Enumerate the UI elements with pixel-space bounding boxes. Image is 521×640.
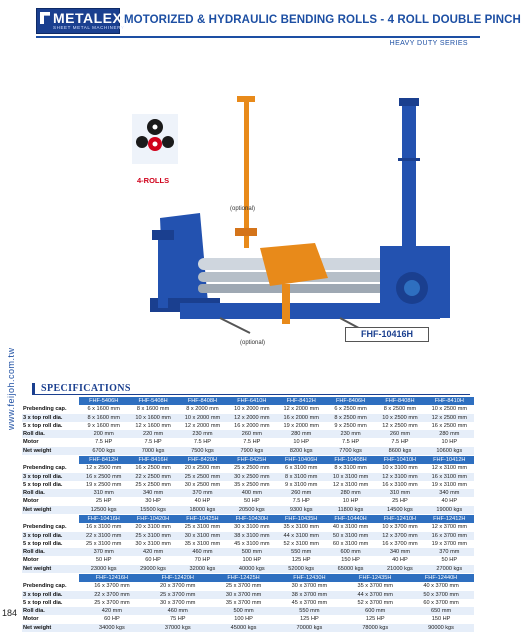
spec-cell: 12 x 3100 mm: [375, 473, 424, 481]
spec-cell: 100 HP: [234, 616, 253, 623]
spec-row-label: Roll dia.: [22, 548, 79, 556]
spec-cell: 7000 kgs: [128, 447, 177, 455]
spec-row-label: Prebending cap.: [23, 465, 67, 472]
spec-cell: 7.5 HP: [193, 439, 211, 446]
spec-row: [22, 414, 474, 422]
spec-cell: 30 x 3700 mm: [211, 591, 277, 599]
four-roll-diagram-icon: [132, 114, 178, 164]
spec-model-header: FHF-10420H: [128, 515, 177, 523]
spec-cell: 30 x 2500 mm: [227, 473, 276, 481]
spec-cell: 8 x 1600 mm: [79, 414, 128, 422]
specifications-title: SPECIFICATIONS: [32, 383, 131, 394]
spec-model-header: FHF-8406H: [326, 397, 375, 405]
spec-cell: 10 x 1600 mm: [128, 414, 177, 422]
spec-cell: 650 mm: [408, 607, 474, 615]
spec-cell: 420 mm: [79, 607, 145, 615]
spec-model-header: FHF-12425H: [211, 574, 277, 582]
spec-cell: 200 mm: [79, 430, 128, 438]
spec-header-blank: [22, 515, 79, 523]
spec-cell: 60 HP: [145, 557, 161, 564]
spec-cell: 25 x 3100 mm: [128, 532, 177, 540]
spec-model-header: FHF-12420H: [145, 574, 211, 582]
spec-cell: 20500 kgs: [227, 506, 276, 514]
spec-cell: 16 x 2500 mm: [135, 465, 171, 472]
spec-cell: 30 x 3100 mm: [135, 540, 171, 547]
spec-cell: 35 x 3100 mm: [184, 540, 221, 547]
spec-cell: 460 mm: [178, 548, 227, 556]
spec-cell: 370 mm: [425, 548, 474, 556]
spec-cell: 16 x 2000 mm: [277, 414, 326, 422]
spec-cell: 370 mm: [178, 489, 227, 497]
spec-header-row: [22, 515, 474, 523]
spec-cell: 340 mm: [128, 489, 177, 497]
spec-row: [22, 532, 474, 540]
spec-cell: 16 x 3100 mm: [382, 481, 418, 488]
logo-text: METALEX: [53, 10, 123, 26]
spec-row: [22, 506, 474, 514]
spec-cell: 230 mm: [178, 430, 227, 438]
spec-row-label: 3 x top roll dia.: [22, 473, 79, 481]
spec-cell: 500 mm: [227, 548, 276, 556]
spec-row-label: 5 x top roll dia.: [23, 599, 63, 606]
spec-cell: 18000 kgs: [178, 506, 227, 514]
spec-cell: 8 x 2500 mm: [326, 414, 375, 422]
spec-cell: 30 x 3100 mm: [234, 524, 270, 531]
spec-cell: 45 x 3700 mm: [291, 599, 328, 606]
spec-cell: 400 mm: [227, 489, 276, 497]
spec-cell: 6 x 1600 mm: [87, 406, 120, 413]
spec-cell: 52 x 3700 mm: [357, 599, 393, 606]
spec-model-header: FHF-8416H: [128, 456, 177, 464]
metalex-logo: [36, 8, 125, 34]
spec-cell: 7.5 HP: [292, 498, 310, 505]
specifications-divider: [32, 394, 470, 395]
spec-row-label: Motor: [23, 439, 39, 446]
spec-header-blank: [22, 574, 79, 582]
spec-cell: 21000 kgs: [375, 565, 424, 573]
spec-cell: 45000 kgs: [211, 624, 277, 632]
spec-cell: 12500 kgs: [79, 506, 128, 514]
spec-cell: 27000 kgs: [425, 565, 474, 573]
spec-cell: 12 x 2500 mm: [425, 414, 474, 422]
spec-model-header: FHF-10406H: [277, 456, 326, 464]
spec-row-label: Net weight: [22, 565, 79, 573]
spec-table: [22, 397, 474, 455]
spec-row-label: 3 x top roll dia.: [22, 532, 79, 540]
spec-cell: 12 x 1600 mm: [135, 422, 171, 429]
spec-model-header: FHF-10435H: [277, 515, 326, 523]
spec-cell: 60 x 3700 mm: [423, 599, 459, 606]
spec-cell: 52 x 3100 mm: [283, 540, 319, 547]
spec-row-label: Net weight: [22, 506, 79, 514]
spec-cell: 600 mm: [326, 548, 375, 556]
spec-cell: 12 x 2000 mm: [227, 414, 276, 422]
spec-cell: 19 x 3100 mm: [431, 481, 468, 488]
spec-row: [22, 548, 474, 556]
spec-cell: 32000 kgs: [178, 565, 227, 573]
spec-row-label: 5 x top roll dia.: [23, 540, 63, 547]
spec-cell: 29000 kgs: [128, 565, 177, 573]
spec-cell: 9 x 2500 mm: [334, 422, 367, 429]
spec-cell: 150 HP: [341, 557, 360, 564]
spec-model-header: FHF-6410H: [227, 397, 276, 405]
spec-cell: 44 x 3100 mm: [277, 532, 326, 540]
spec-model-header: FHF-12412H: [425, 515, 474, 523]
spec-cell: 70000 kgs: [276, 624, 342, 632]
spec-cell: 30 x 3700 mm: [291, 583, 328, 590]
spec-cell: 37000 kgs: [145, 624, 211, 632]
spec-cell: 22 x 2500 mm: [128, 473, 177, 481]
spec-row-label: Roll dia.: [22, 607, 79, 615]
spec-cell: 78000 kgs: [342, 624, 408, 632]
spec-cell: 25 x 3700 mm: [225, 583, 262, 590]
spec-model-header: FHF-10412H: [425, 456, 474, 464]
spec-cell: 12 x 2500 mm: [85, 465, 122, 472]
spec-cell: 34000 kgs: [79, 624, 145, 632]
spec-cell: 35 x 2500 mm: [234, 481, 270, 488]
spec-table: [22, 456, 474, 514]
spec-cell: 10 x 2000 mm: [234, 406, 270, 413]
spec-cell: 10 x 3100 mm: [326, 473, 375, 481]
spec-cell: 16 x 3700 mm: [382, 540, 418, 547]
spec-cell: 19 x 2000 mm: [283, 422, 319, 429]
spec-cell: 25 x 2500 mm: [178, 473, 227, 481]
spec-cell: 50 HP: [244, 498, 260, 505]
spec-cell: 35 x 3700 mm: [357, 583, 393, 590]
spec-cell: 8 x 1600 mm: [136, 406, 170, 413]
spec-cell: 19 x 3700 mm: [431, 540, 468, 547]
spec-row-label: 3 x top roll dia.: [22, 414, 79, 422]
spec-cell: 150 HP: [431, 616, 451, 623]
spec-cell: 35 x 3100 mm: [283, 524, 319, 531]
spec-cell: 11800 kgs: [326, 506, 375, 514]
spec-row: [22, 556, 474, 564]
spec-model-header: FHF-12416H: [79, 574, 145, 582]
page-number: 184: [2, 608, 18, 618]
spec-header-row: [22, 574, 474, 582]
spec-cell: 260 mm: [227, 430, 276, 438]
spec-cell: 70 HP: [194, 557, 211, 564]
spec-row: [22, 489, 474, 497]
spec-row: [22, 599, 474, 607]
spec-model-header: FHF-10440H: [326, 515, 375, 523]
spec-cell: 230 mm: [326, 430, 375, 438]
spec-cell: 10 HP: [441, 439, 458, 446]
spec-model-header: FHF-10410H: [375, 456, 424, 464]
spec-table: [22, 515, 474, 573]
spec-cell: 7.5 HP: [95, 439, 113, 446]
spec-cell: 7500 kgs: [178, 447, 227, 455]
spec-model-header: FHF-5408H: [128, 397, 177, 405]
spec-cell: 60 x 3100 mm: [332, 540, 369, 547]
spec-cell: 8 x 3100 mm: [277, 473, 326, 481]
spec-cell: 9300 kgs: [277, 506, 326, 514]
spec-cell: 310 mm: [375, 489, 424, 497]
spec-row: [22, 464, 474, 472]
spec-cell: 35 x 3700 mm: [225, 599, 262, 606]
spec-cell: 12 x 3700 mm: [431, 524, 468, 531]
spec-cell: 10 x 2000 mm: [178, 414, 227, 422]
spec-model-header: FHF-8408H: [375, 397, 424, 405]
page-title: MOTORIZED & HYDRAULIC BENDING ROLLS - 4 ROLL DOUBLE PINCH: [124, 14, 521, 26]
spec-cell: 60 HP: [104, 616, 120, 623]
bending-roll-machine-illustration: [140, 98, 470, 348]
spec-cell: 280 mm: [425, 430, 474, 438]
spec-cell: 25 x 3100 mm: [184, 524, 221, 531]
spec-cell: 7.5 HP: [391, 439, 409, 446]
spec-cell: 40 HP: [194, 498, 211, 505]
spec-cell: 125 HP: [300, 616, 319, 623]
spec-cell: 12 x 2000 mm: [184, 422, 221, 429]
spec-row: [22, 422, 474, 430]
spec-cell: 25 x 2500 mm: [234, 465, 270, 472]
spec-cell: 310 mm: [79, 489, 128, 497]
spec-cell: 40000 kgs: [227, 565, 276, 573]
spec-table: [22, 574, 474, 632]
spec-cell: 40 HP: [392, 557, 408, 564]
spec-row: [22, 430, 474, 438]
spec-cell: 12 x 3700 mm: [375, 532, 424, 540]
spec-cell: 38 x 3700 mm: [276, 591, 342, 599]
spec-row-label: Prebending cap.: [23, 406, 67, 413]
spec-row-label: Roll dia.: [22, 489, 79, 497]
spec-cell: 20 x 2500 mm: [184, 465, 221, 472]
spec-cell: 25 HP: [95, 498, 112, 505]
optional-label-crane: (optional): [230, 206, 256, 212]
spec-cell: 50 x 3100 mm: [326, 532, 375, 540]
spec-row-label: 5 x top roll dia.: [23, 481, 63, 488]
spec-cell: 10600 kgs: [425, 447, 474, 455]
spec-cell: 7.5 HP: [243, 439, 261, 446]
spec-cell: 550 mm: [276, 607, 342, 615]
spec-cell: 22 x 3100 mm: [79, 532, 128, 540]
spec-row-label: Motor: [23, 498, 39, 505]
spec-cell: 45 x 3100 mm: [234, 540, 270, 547]
page-header: [0, 0, 521, 52]
logo-mark-icon: [40, 12, 50, 24]
spec-header-row: [22, 397, 474, 405]
spec-cell: 10 HP: [342, 498, 359, 505]
spec-cell: 420 mm: [128, 548, 177, 556]
spec-cell: 19 x 2500 mm: [85, 481, 122, 488]
spec-cell: 16 x 3700 mm: [425, 532, 474, 540]
spec-row: [22, 447, 474, 455]
spec-cell: 10 x 3100 mm: [382, 465, 418, 472]
spec-cell: 8 x 2000 mm: [186, 406, 219, 413]
spec-row: [22, 615, 474, 623]
spec-cell: 65000 kgs: [326, 565, 375, 573]
spec-cell: 25 x 3700 mm: [94, 599, 130, 606]
spec-model-header: FHF-12440H: [408, 574, 474, 582]
spec-cell: 340 mm: [375, 548, 424, 556]
spec-cell: 500 mm: [211, 607, 277, 615]
spec-cell: 16 x 2500 mm: [431, 422, 468, 429]
spec-model-header: FHF-8408H: [178, 397, 227, 405]
logo-subtext: SHEET METAL MACHINERY: [53, 25, 125, 30]
spec-cell: 16 x 3100 mm: [85, 524, 122, 531]
spec-cell: 25 x 3700 mm: [145, 591, 211, 599]
spec-cell: 10 x 2500 mm: [375, 414, 424, 422]
header-divider: [36, 36, 480, 38]
spec-cell: 15500 kgs: [128, 506, 177, 514]
spec-cell: 280 mm: [326, 489, 375, 497]
rolls-label: 4-ROLLS: [137, 176, 170, 185]
spec-cell: 16 x 3100 mm: [425, 473, 474, 481]
spec-model-header: FHF-8425H: [227, 456, 276, 464]
spec-cell: 9 x 1600 mm: [87, 422, 120, 429]
spec-cell: 12 x 2000 mm: [283, 406, 319, 413]
spec-cell: 125 HP: [291, 557, 311, 564]
spec-cell: 16 x 2500 mm: [79, 473, 128, 481]
spec-cell: 30 HP: [145, 498, 161, 505]
spec-row: [22, 540, 474, 548]
spec-cell: 9 x 3100 mm: [285, 481, 318, 488]
spec-cell: 30 x 3700 mm: [160, 599, 196, 606]
spec-model-header: FHF-10408H: [326, 456, 375, 464]
spec-cell: 50 x 3700 mm: [408, 591, 474, 599]
spec-cell: 7900 kgs: [227, 447, 276, 455]
spec-cell: 280 mm: [277, 430, 326, 438]
spec-row: [22, 473, 474, 481]
spec-cell: 600 mm: [342, 607, 408, 615]
spec-cell: 50 HP: [95, 557, 112, 564]
spec-row-label: Prebending cap.: [23, 524, 67, 531]
spec-row-label: Motor: [23, 616, 39, 623]
spec-cell: 8 x 3100 mm: [334, 465, 367, 472]
spec-row-label: Net weight: [22, 447, 79, 455]
spec-row: [22, 607, 474, 615]
spec-model-header: FHF-12435H: [342, 574, 408, 582]
spec-model-header: FHF-12430H: [276, 574, 342, 582]
model-tag: FHF-10416H: [345, 327, 429, 342]
spec-cell: 7.5 HP: [144, 439, 162, 446]
spec-cell: 40 x 3100 mm: [332, 524, 369, 531]
spec-cell: 40 HP: [441, 498, 458, 505]
spec-cell: 260 mm: [277, 489, 326, 497]
spec-row: [22, 438, 474, 446]
spec-cell: 25 x 2500 mm: [135, 481, 171, 488]
spec-cell: 10 HP: [293, 439, 309, 446]
spec-model-header: FHF-5406H: [79, 397, 128, 405]
spec-row: [22, 405, 474, 413]
spec-cell: 12 x 3100 mm: [431, 465, 468, 472]
page-subtitle: HEAVY DUTY SERIES: [389, 40, 468, 47]
spec-cell: 8 x 2500 mm: [383, 406, 417, 413]
spec-cell: 370 mm: [79, 548, 128, 556]
spec-row: [22, 591, 474, 599]
spec-cell: 30 x 2500 mm: [184, 481, 221, 488]
spec-cell: 340 mm: [425, 489, 474, 497]
spec-cell: 12 x 2500 mm: [382, 422, 418, 429]
spec-row: [22, 497, 474, 505]
spec-cell: 7.5 HP: [342, 439, 360, 446]
spec-cell: 19000 kgs: [425, 506, 474, 514]
spec-cell: 6 x 3100 mm: [285, 465, 318, 472]
spec-model-header: FHF-8412H: [277, 397, 326, 405]
spec-cell: 6700 kgs: [79, 447, 128, 455]
spec-cell: 14500 kgs: [375, 506, 424, 514]
spec-cell: 50 HP: [441, 557, 458, 564]
spec-model-header: FHF-8410H: [425, 397, 474, 405]
spec-cell: 44 x 3700 mm: [342, 591, 408, 599]
spec-cell: 25 HP: [392, 498, 408, 505]
spec-cell: 16 x 2000 mm: [234, 422, 270, 429]
spec-model-header: FHF-12410H: [375, 515, 424, 523]
spec-cell: 460 mm: [145, 607, 211, 615]
spec-cell: 52000 kgs: [277, 565, 326, 573]
spec-row: [22, 523, 474, 531]
spec-cell: 22 x 3700 mm: [79, 591, 145, 599]
spec-row-label: Prebending cap.: [23, 583, 67, 590]
spec-row-label: Roll dia.: [22, 430, 79, 438]
spec-cell: 10 x 3700 mm: [382, 524, 418, 531]
spec-row: [22, 624, 474, 632]
spec-cell: 38 x 3100 mm: [227, 532, 276, 540]
spec-cell: 90000 kgs: [408, 624, 474, 632]
spec-cell: 8200 kgs: [277, 447, 326, 455]
spec-row: [22, 565, 474, 573]
spec-cell: 6 x 2500 mm: [334, 406, 367, 413]
spec-cell: 40 x 3700 mm: [423, 583, 459, 590]
spec-cell: 8600 kgs: [375, 447, 424, 455]
spec-row-label: 5 x top roll dia.: [23, 422, 63, 429]
spec-row-label: Motor: [23, 557, 39, 564]
spec-model-header: FHF-8420H: [178, 456, 227, 464]
spec-cell: 16 x 3700 mm: [94, 583, 130, 590]
spec-header-blank: [22, 397, 79, 405]
spec-cell: 10 x 2500 mm: [431, 406, 468, 413]
spec-row: [22, 481, 474, 489]
spec-header-blank: [22, 456, 79, 464]
spec-row: [22, 582, 474, 590]
spec-cell: 260 mm: [375, 430, 424, 438]
spec-cell: 20 x 3100 mm: [135, 524, 171, 531]
optional-label-support: (optional): [240, 340, 266, 346]
spec-cell: 550 mm: [277, 548, 326, 556]
spec-cell: 30 x 3100 mm: [178, 532, 227, 540]
spec-model-header: FHF-8412H: [79, 456, 128, 464]
spec-cell: 23000 kgs: [79, 565, 128, 573]
spec-model-header: FHF-10430H: [227, 515, 276, 523]
spec-row-label: 3 x top roll dia.: [22, 591, 79, 599]
spec-model-header: FHF-10425H: [178, 515, 227, 523]
spec-cell: 125 HP: [365, 616, 385, 623]
spec-row-label: Net weight: [22, 624, 79, 632]
spec-cell: 7700 kgs: [326, 447, 375, 455]
spec-cell: 25 x 3100 mm: [85, 540, 122, 547]
spec-header-row: [22, 456, 474, 464]
spec-model-header: FHF-10416H: [79, 515, 128, 523]
spec-cell: 220 mm: [128, 430, 177, 438]
side-website-url: www.feijoh.com.tw: [6, 347, 16, 430]
spec-cell: 12 x 3100 mm: [332, 481, 369, 488]
spec-cell: 100 HP: [242, 557, 262, 564]
spec-cell: 75 HP: [169, 616, 186, 623]
spec-cell: 20 x 3700 mm: [160, 583, 196, 590]
